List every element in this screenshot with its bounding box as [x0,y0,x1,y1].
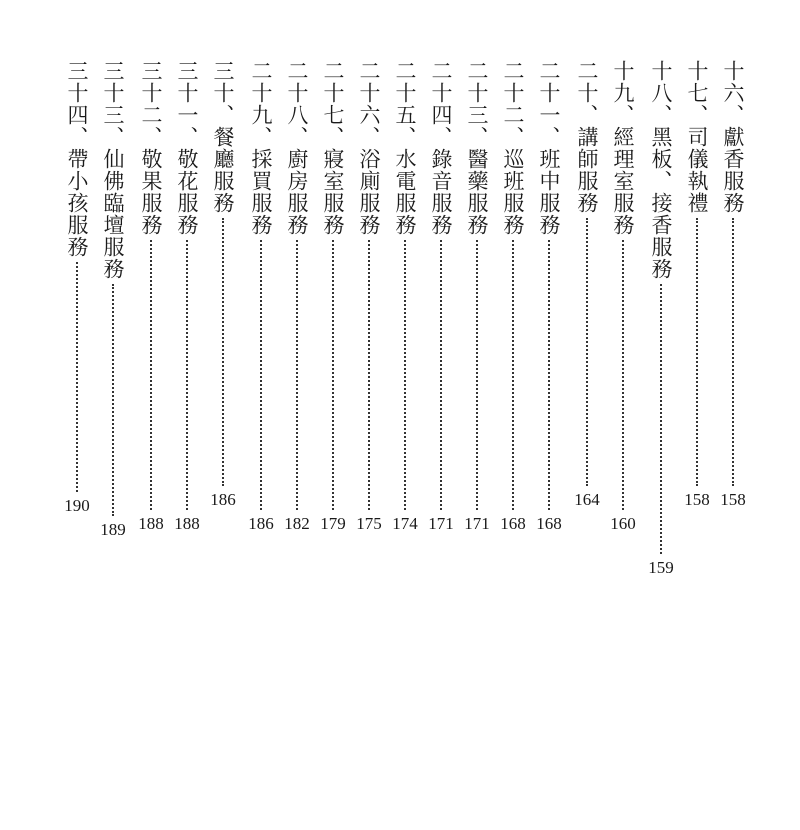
dot-leader [150,240,152,510]
toc-entry-page: 158 [684,490,710,509]
toc-entry-title: 二十一、班中服務 [537,60,561,236]
toc-entry-title: 二十三、醫藥服務 [465,60,489,236]
toc-entry-page: 186 [248,514,274,533]
toc-entry-page: 171 [464,514,490,533]
toc-entry-title: 十六、獻香服務 [721,60,745,214]
dot-leader [112,284,114,516]
toc-entry-page: 171 [428,514,454,533]
toc-entry-title: 二十六、浴廁服務 [357,60,381,236]
toc-entry-title: 三十三、仙佛臨壇服務 [101,60,125,280]
toc-entry-title: 二十七、寢室服務 [321,60,345,236]
toc-entry-title: 三十一、敬花服務 [175,60,199,236]
toc-entry-page: 164 [574,490,600,509]
dot-leader [404,240,406,510]
toc-entry-page: 188 [174,514,200,533]
toc-entry-page: 182 [284,514,310,533]
toc-entry-page: 179 [320,514,346,533]
dot-leader [512,240,514,510]
toc-entry-title: 三十四、帶小孩服務 [65,60,89,258]
toc-entry-page: 174 [392,514,418,533]
toc-entry-page: 160 [610,514,636,533]
dot-leader [368,240,370,510]
toc-entry-title: 二十八、廚房服務 [285,60,309,236]
toc-entry-title: 二十、講師服務 [575,60,599,214]
toc-entry-page: 188 [138,514,164,533]
dot-leader [696,218,698,486]
toc-entry-title: 二十五、水電服務 [393,60,417,236]
toc-entry-title: 三十、餐廳服務 [211,60,235,214]
toc-entry-title: 十七、司儀執禮 [685,60,709,214]
dot-leader [440,240,442,510]
toc-entry-title: 三十二、敬果服務 [139,60,163,236]
dot-leader [332,240,334,510]
dot-leader [732,218,734,486]
toc-entry-title: 十九、經理室服務 [611,60,635,236]
toc-entry-page: 186 [210,490,236,509]
toc-entry-page: 158 [720,490,746,509]
dot-leader [222,218,224,486]
toc-entry-title: 二十四、錄音服務 [429,60,453,236]
dot-leader [186,240,188,510]
toc-entry-page: 159 [648,558,674,577]
dot-leader [586,218,588,486]
dot-leader [476,240,478,510]
dot-leader [548,240,550,510]
toc-entry-page: 175 [356,514,382,533]
toc-entry-page: 168 [500,514,526,533]
toc-entry-page: 189 [100,520,126,539]
toc-entry-title: 二十九、採買服務 [249,60,273,236]
dot-leader [76,262,78,492]
dot-leader [296,240,298,510]
toc-entry-page: 190 [64,496,90,515]
dot-leader [622,240,624,510]
toc-entry-title: 十八、黑板、接香服務 [649,60,673,280]
dot-leader [660,284,662,554]
toc-entry-title: 二十二、巡班服務 [501,60,525,236]
toc-entry-page: 168 [536,514,562,533]
dot-leader [260,240,262,510]
